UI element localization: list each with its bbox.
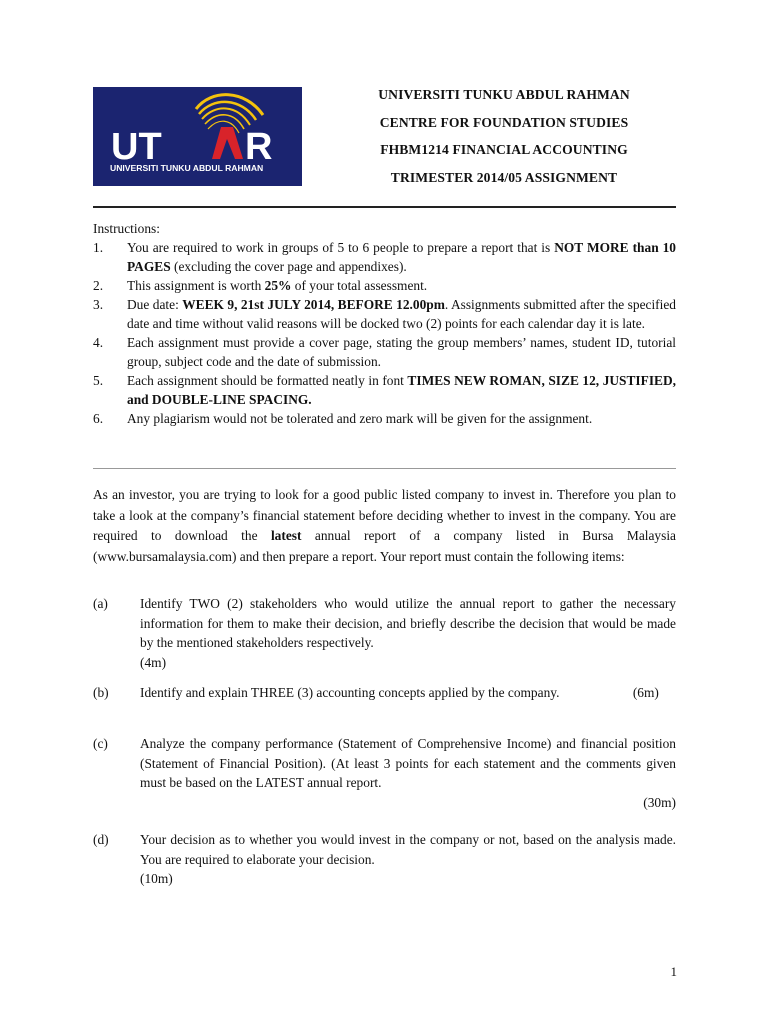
instruction-text: Each assignment must provide a cover page, stating the group members’ names, student ID, tutorial group, subject code and the date of submission. — [127, 335, 676, 369]
header-university: UNIVERSITI TUNKU ABDUL RAHMAN — [378, 87, 630, 102]
question-text: Your decision as to whether you would invest in the company or not, based on the analysis made. You are required to elaborate your decision. (10m) — [140, 830, 676, 889]
question-item — [93, 594, 676, 672]
intro-paragraph: As an investor, you are trying to look for a good public listed company to invest in. Therefore you plan to take a look at the company’s financial statement before deciding whether to invest in the company. You are required to download the latest annual report of a company listed in Bursa Malaysia (www.bursamalaysia.com) and then prepare a report. Your report must contain the following items: — [93, 487, 676, 564]
instruction-item — [93, 409, 676, 428]
utar-logo-graphic — [93, 87, 302, 186]
instruction-item — [93, 238, 676, 276]
instruction-number: 2. — [93, 278, 104, 293]
instructions-label: Instructions: — [93, 221, 160, 236]
instruction-item — [93, 371, 676, 409]
logo-wordmark-ut: UT — [111, 126, 162, 168]
instruction-item — [93, 333, 676, 371]
header-trimester: TRIMESTER 2014/05 ASSIGNMENT — [390, 169, 618, 185]
header-course: FHBM1214 FINANCIAL ACCOUNTING — [380, 142, 628, 157]
instruction-text: Any plagiarism would not be tolerated and zero mark will be given for the assignment. — [127, 411, 593, 426]
instruction-text: Each assignment should be formatted neatly in font TIMES NEW ROMAN, SIZE 12, JUSTIFIED, and DOUBLE-LINE SPACING. — [127, 373, 676, 407]
header-divider — [93, 206, 676, 208]
section-divider — [93, 468, 676, 469]
question-mark: (10m) — [140, 871, 173, 886]
instruction-number: 1. — [93, 240, 104, 255]
question-label: (c) — [93, 736, 108, 751]
header-centre: CENTRE FOR FOUNDATION STUDIES — [379, 114, 629, 130]
question-mark: (30m) — [643, 794, 676, 810]
instruction-number: 3. — [93, 297, 104, 312]
question-label: (a) — [93, 596, 108, 611]
logo-subtitle: UNIVERSITI TUNKU ABDUL RAHMAN — [110, 163, 264, 173]
page-number: 1 — [670, 964, 677, 979]
question-item — [93, 734, 676, 812]
question-mark: (6m) — [632, 685, 659, 700]
question-text: Analyze the company performance (Statement of Comprehensive Income) and financial position (Statement of Financial Position). (At least 3 points for each statement and the comments given must be based on the LATEST annual report. (30m) — [140, 734, 676, 812]
instruction-number: 4. — [93, 335, 104, 350]
instruction-number: 5. — [93, 373, 104, 388]
instruction-text: You are required to work in groups of 5 to 6 people to prepare a report that is NOT MORE than 10 PAGES (excluding the cover page and appendixes). — [127, 240, 677, 274]
question-label: (b) — [93, 685, 109, 700]
utar-logo — [93, 87, 302, 186]
question-item — [93, 830, 676, 889]
logo-wordmark-r: R — [245, 126, 273, 168]
instruction-item — [93, 295, 676, 333]
logo-swoosh — [196, 95, 263, 115]
question-label: (d) — [93, 832, 109, 847]
instruction-number: 6. — [93, 411, 104, 426]
instruction-item — [93, 276, 676, 295]
instruction-text: Due date: WEEK 9, 21st JULY 2014, BEFORE 12.00pm. Assignments submitted after the specified date and time without valid reasons will be docked two (2) points for each calendar day it is late. — [127, 297, 676, 331]
question-item — [93, 683, 676, 703]
question-mark: (4m) — [140, 654, 167, 670]
instruction-text: This assignment is worth 25% of your total assessment. — [127, 278, 428, 293]
question-text: Identify TWO (2) stakeholders who would utilize the annual report to gather the necessary information for them to make their decision, and briefly describe the decision that would be made by the mentioned stakeholders respectively. (4m) — [140, 594, 676, 672]
document-header — [330, 86, 678, 196]
question-text: Identify and explain THREE (3) accounting concepts applied by the company. (6m) — [140, 683, 676, 703]
instructions-section — [93, 219, 676, 428]
